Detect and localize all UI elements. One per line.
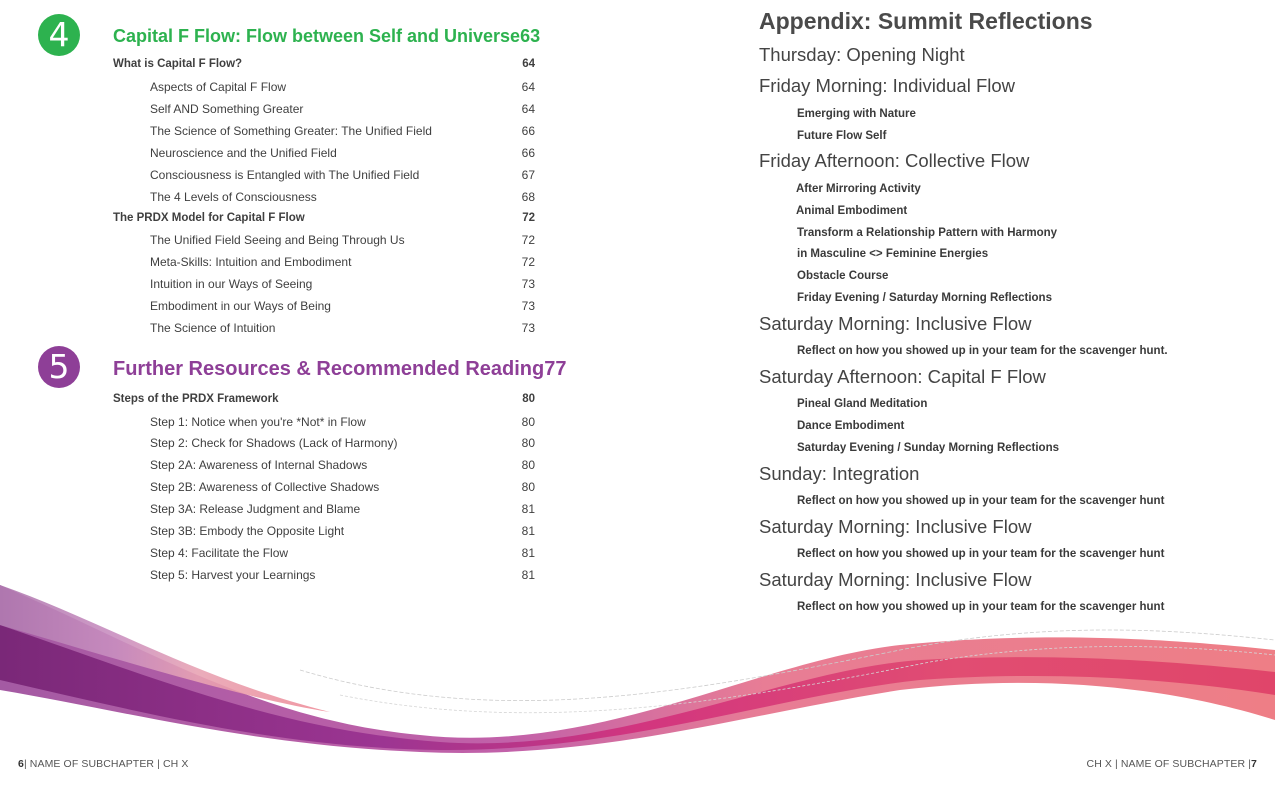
- section-heading[interactable]: Sunday: Integration: [759, 463, 920, 484]
- toc-entry-page: 81: [521, 568, 535, 582]
- left-page-footer: [18, 758, 188, 770]
- toc-entry-label: Step 2: Check for Shadows (Lack of Harmony): [150, 436, 398, 450]
- toc-entry-label: The Unified Field Seeing and Being Through Us: [150, 233, 405, 247]
- chapter-5-badge: 5: [38, 346, 80, 388]
- toc-entry-page: 81: [521, 502, 535, 516]
- section-item[interactable]: Future Flow Self: [797, 130, 887, 142]
- toc-entry[interactable]: [150, 321, 535, 335]
- appendix-title: Appendix: Summit Reflections: [759, 8, 1093, 34]
- toc-entry-label: Self AND Something Greater: [150, 102, 304, 116]
- toc-entry-page: 80: [521, 436, 535, 450]
- toc-entry-label: Step 2A: Awareness of Internal Shadows: [150, 458, 368, 472]
- section-item[interactable]: Animal Embodiment: [796, 205, 908, 217]
- toc-entry[interactable]: [150, 80, 535, 94]
- toc-entry[interactable]: [150, 568, 535, 582]
- right-page-footer: [1087, 758, 1257, 770]
- toc-entry-page: 80: [522, 393, 535, 405]
- toc-entry[interactable]: [150, 480, 535, 494]
- section-heading[interactable]: Saturday Morning: Inclusive Flow: [759, 313, 1032, 334]
- toc-entry-label: Step 3B: Embody the Opposite Light: [150, 524, 345, 538]
- toc-entry[interactable]: [150, 255, 535, 269]
- chapter-title-text: Further Resources & Recommended Reading: [113, 358, 545, 380]
- section-heading[interactable]: Saturday Morning: Inclusive Flow: [759, 569, 1032, 590]
- toc-entry-page: 72: [521, 255, 535, 269]
- toc-entry[interactable]: [150, 436, 535, 450]
- toc-entry-label: Step 1: Notice when you're *Not* in Flow: [150, 415, 366, 429]
- section-item[interactable]: Emerging with Nature: [797, 108, 916, 120]
- page-number: 7: [1251, 758, 1257, 770]
- toc-entry-page: 68: [521, 190, 535, 204]
- footer-text: CH X | NAME OF SUBCHAPTER |: [1086, 758, 1252, 770]
- section-heading[interactable]: Saturday Afternoon: Capital F Flow: [759, 366, 1046, 387]
- section-heading[interactable]: Friday Afternoon: Collective Flow: [759, 150, 1030, 171]
- toc-entry-label: Step 5: Harvest your Learnings: [150, 568, 316, 582]
- section-item[interactable]: Reflect on how you showed up in your team for the scavenger hunt: [797, 548, 1165, 560]
- toc-entry[interactable]: [113, 58, 535, 70]
- toc-entry-label: Neuroscience and the Unified Field: [150, 146, 337, 160]
- toc-entry-page: 66: [521, 124, 535, 138]
- toc-entry-label: Consciousness is Entangled with The Unified Field: [150, 168, 420, 182]
- section-item[interactable]: Saturday Evening / Sunday Morning Reflections: [797, 442, 1059, 454]
- footer-text: | NAME OF SUBCHAPTER | CH X: [23, 758, 189, 770]
- chapter-page-number: 63: [520, 26, 541, 46]
- section-item[interactable]: in Masculine <> Feminine Energies: [797, 248, 989, 260]
- toc-entry-label: The 4 Levels of Consciousness: [150, 190, 317, 204]
- toc-entry[interactable]: [150, 146, 535, 160]
- right-page-appendix: [637, 0, 1275, 787]
- chapter-title-text: Capital F Flow: Flow between Self and Universe: [113, 26, 521, 46]
- section-item[interactable]: Dance Embodiment: [797, 420, 905, 432]
- toc-entry[interactable]: [113, 393, 535, 405]
- toc-entry-page: 64: [521, 80, 535, 94]
- toc-entry-page: 80: [521, 458, 535, 472]
- toc-entry[interactable]: [150, 458, 535, 472]
- toc-entry-label: Meta-Skills: Intuition and Embodiment: [150, 255, 352, 269]
- toc-entry-label: Step 4: Facilitate the Flow: [150, 546, 289, 560]
- section-item[interactable]: Transform a Relationship Pattern with Harmony: [797, 227, 1058, 239]
- toc-entry[interactable]: [150, 524, 535, 538]
- toc-entry[interactable]: [150, 124, 535, 138]
- toc-entry-label: Aspects of Capital F Flow: [150, 80, 287, 94]
- chapter-page-number: 77: [544, 358, 567, 380]
- toc-entry-page: 81: [521, 546, 535, 560]
- toc-entry[interactable]: [150, 168, 535, 182]
- page-number: 6: [18, 758, 24, 770]
- toc-entry-page: 66: [521, 146, 535, 160]
- chapter-4-title[interactable]: [113, 26, 541, 47]
- chapter-5-title[interactable]: [113, 358, 567, 381]
- toc-entry[interactable]: [150, 102, 535, 116]
- section-item[interactable]: Reflect on how you showed up in your team for the scavenger hunt: [797, 601, 1165, 613]
- left-page-table-of-contents: [0, 0, 637, 787]
- toc-entry[interactable]: [150, 546, 535, 560]
- section-item[interactable]: Friday Evening / Saturday Morning Reflections: [797, 292, 1052, 304]
- toc-entry-page: 80: [521, 415, 535, 429]
- section-heading[interactable]: Friday Morning: Individual Flow: [759, 75, 1016, 96]
- section-item[interactable]: After Mirroring Activity: [796, 183, 921, 195]
- toc-entry-page: 73: [521, 299, 535, 313]
- toc-entry-label: Step 3A: Release Judgment and Blame: [150, 502, 361, 516]
- toc-entry[interactable]: [150, 415, 535, 429]
- toc-entry-page: 64: [522, 58, 535, 70]
- toc-entry[interactable]: [150, 233, 535, 247]
- section-item[interactable]: Pineal Gland Meditation: [797, 398, 928, 410]
- toc-entry-page: 73: [521, 277, 535, 291]
- toc-entry-label: What is Capital F Flow?: [113, 58, 243, 70]
- toc-entry[interactable]: [150, 277, 535, 291]
- toc-entry-page: 73: [521, 321, 535, 335]
- toc-entry-page: 72: [521, 233, 535, 247]
- chapter-4-badge: 4: [38, 14, 80, 56]
- toc-entry-page: 80: [521, 480, 535, 494]
- toc-entry-page: 81: [521, 524, 535, 538]
- section-heading[interactable]: Thursday: Opening Night: [759, 44, 965, 65]
- toc-entry[interactable]: [150, 502, 535, 516]
- toc-entry-label: Embodiment in our Ways of Being: [150, 299, 331, 313]
- toc-entry-page: 64: [521, 102, 535, 116]
- section-heading[interactable]: Saturday Morning: Inclusive Flow: [759, 516, 1032, 537]
- section-item[interactable]: Reflect on how you showed up in your team for the scavenger hunt.: [797, 345, 1168, 357]
- toc-entry-label: Step 2B: Awareness of Collective Shadows: [150, 480, 380, 494]
- section-item[interactable]: Reflect on how you showed up in your team for the scavenger hunt: [797, 495, 1165, 507]
- toc-entry[interactable]: [113, 212, 535, 224]
- toc-entry-label: Steps of the PRDX Framework: [113, 393, 279, 405]
- toc-entry-label: The Science of Something Greater: The Unified Field: [150, 124, 432, 138]
- toc-entry[interactable]: [150, 299, 535, 313]
- toc-entry-page: 72: [522, 212, 535, 224]
- toc-entry-page: 67: [521, 168, 535, 182]
- toc-entry-label: The Science of Intuition: [150, 321, 276, 335]
- toc-entry-label: Intuition in our Ways of Seeing: [150, 277, 313, 291]
- section-item[interactable]: Obstacle Course: [797, 270, 889, 282]
- toc-entry[interactable]: [150, 190, 535, 204]
- toc-entry-label: The PRDX Model for Capital F Flow: [113, 212, 305, 224]
